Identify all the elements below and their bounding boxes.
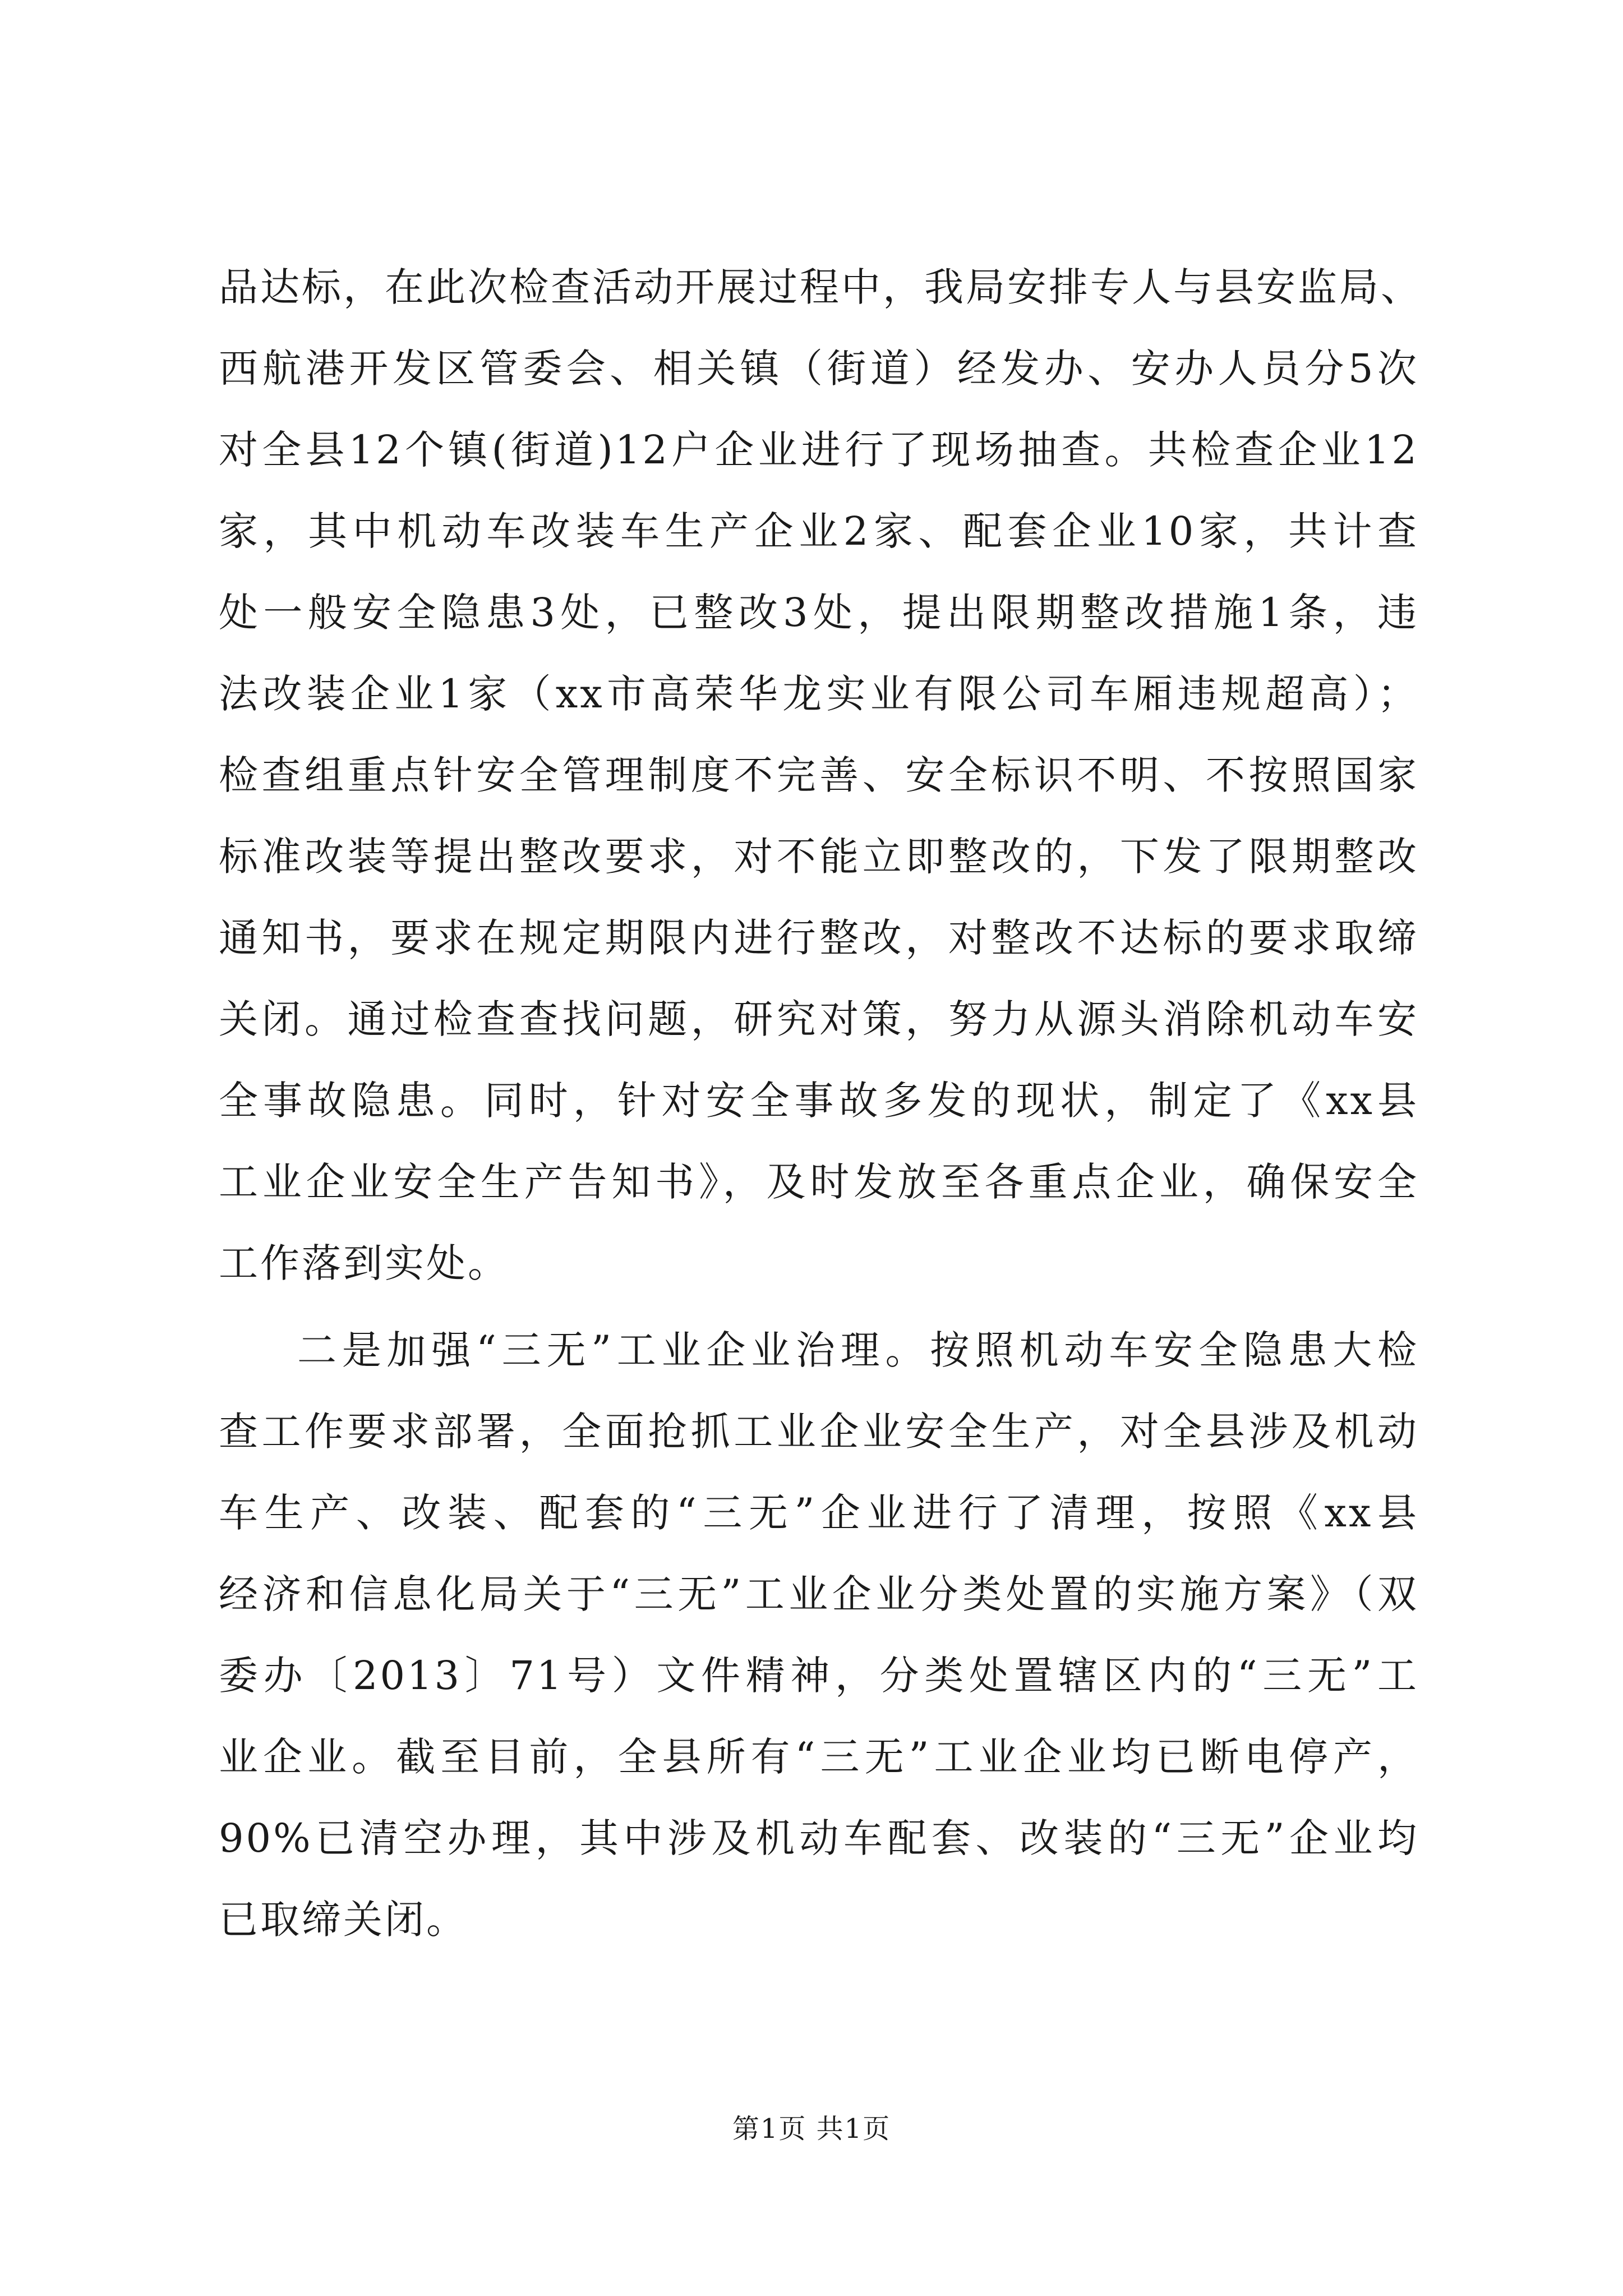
paragraph-1-line-9: 通知书，要求在规定期限内进行整改，对整改不达标的要求取缔 <box>219 915 1419 961</box>
paragraph-1-line-13: 工作落到实处。 <box>219 1240 509 1286</box>
paragraph-2-line-1: 二是加强“三无”工业企业治理。按照机动车安全隐患大检 <box>297 1327 1419 1373</box>
paragraph-2-line-4: 经济和信息化局关于“三无”工业企业分类处置的实施方案》（双 <box>219 1571 1419 1617</box>
paragraph-1-line-7: 检查组重点针安全管理制度不完善、安全标识不明、不按照国家 <box>219 752 1419 798</box>
paragraph-2-line-6: 业企业。截至目前，全县所有“三无”工业企业均已断电停产， <box>219 1734 1419 1780</box>
paragraph-2-line-8: 已取缔关闭。 <box>219 1897 468 1943</box>
paragraph-1-line-11: 全事故隐患。同时，针对安全事故多发的现状，制定了《xx县 <box>219 1078 1419 1124</box>
paragraph-2-line-3: 车生产、改装、配套的“三无”企业进行了清理，按照《xx县 <box>219 1490 1419 1536</box>
paragraph-1-line-12: 工业企业安全生产告知书》，及时发放至各重点企业，确保安全 <box>219 1159 1419 1205</box>
paragraph-1-line-4: 家，其中机动车改装车生产企业2家、配套企业10家，共计查 <box>219 508 1419 554</box>
paragraph-1-line-8: 标准改装等提出整改要求，对不能立即整改的，下发了限期整改 <box>219 834 1419 880</box>
paragraph-1-line-1: 品达标，在此次检查活动开展过程中，我局安排专人与县安监局、 <box>219 264 1422 310</box>
paragraph-1-line-5: 处一般安全隐患3处，已整改3处，提出限期整改措施1条，违 <box>219 590 1419 636</box>
paragraph-spacer <box>219 1304 1419 1310</box>
paragraph-1-line-10: 关闭。通过检查查找问题，研究对策，努力从源头消除机动车安 <box>219 996 1419 1042</box>
document-body <box>219 247 1422 1961</box>
paragraph-1-line-2: 西航港开发区管委会、相关镇（街道）经发办、安办人员分5次 <box>219 346 1419 392</box>
paragraph-1-line-6: 法改装企业1家（xx市高荣华龙实业有限公司车厢违规超高）； <box>219 671 1419 717</box>
paragraph-2-line-5: 委办〔2013〕71号）文件精神，分类处置辖区内的“三无”工 <box>219 1653 1419 1699</box>
paragraph-2-line-2: 查工作要求部署，全面抢抓工业企业安全生产，对全县涉及机动 <box>219 1409 1419 1455</box>
page-number-footer: 第1页 共1页 <box>732 2113 891 2145</box>
paragraph-2-line-7: 90%已清空办理，其中涉及机动车配套、改装的“三无”企业均 <box>219 1815 1419 1861</box>
paragraph-1-line-3: 对全县12个镇(街道)12户企业进行了现场抽查。共检查企业12 <box>219 427 1419 473</box>
